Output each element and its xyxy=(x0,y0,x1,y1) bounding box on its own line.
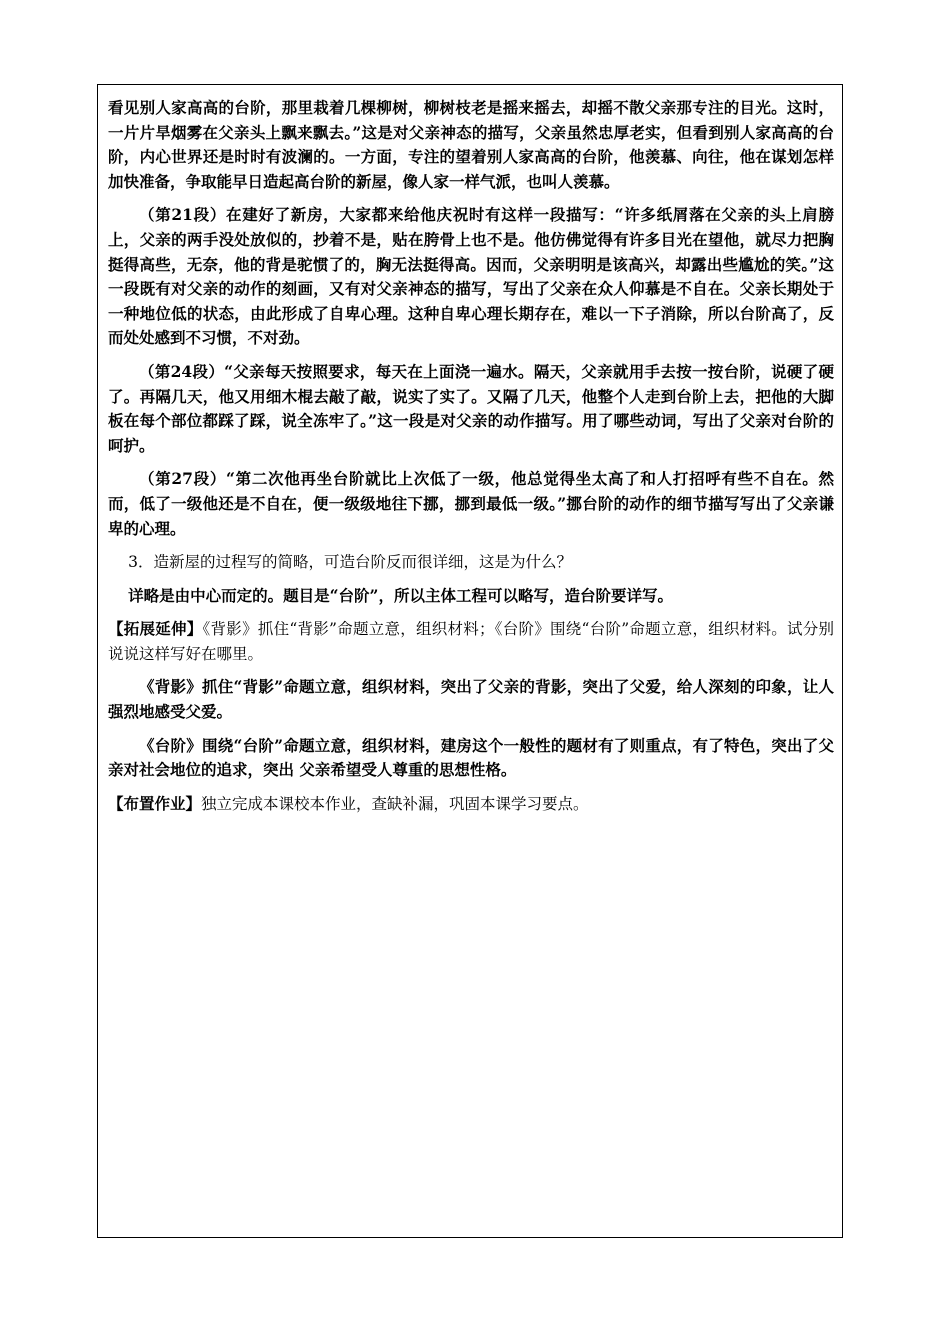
homework-tag: 【布置作业】 xyxy=(108,793,202,813)
homework-section xyxy=(108,792,834,817)
extension-answer-1: 《背影》抓住“背影”命题立意，组织材料，突出了父亲的背影，突出了父爱，给人深刻的印象，让人强烈地感受父爱。 xyxy=(108,677,834,722)
answer-3: 详略是由中心而定的。题目是“台阶”，所以主体工程可以略写，造台阶要详写。 xyxy=(128,585,673,605)
extension-question: 《背影》抓住“背影”命题立意，组织材料；《台阶》围绕“台阶”命题立意，组织材料。试分别说说这样写好在哪里。 xyxy=(108,620,834,663)
analysis-paragraph-21: （第21段）在建好了新房，大家都来给他庆祝时有这样一段描写：“许多纸屑落在父亲的头上肩膀上，父亲的两手没处放似的，抄着不是，贴在胯骨上也不是。他仿佛觉得有许多目光在望他，就尽力把胸挺得高些，无奈，他的背是驼惯了的，胸无法挺得高。因而，父亲明明是该高兴，却露出些尴尬的笑。”这一段既有对父亲的动作的刻画，又有对父亲神态的描写，写出了父亲在众人仰慕是不自在。父亲长期处于一种地位低的状态，由此形成了自卑心理。这种自卑心理长期存在，难以一下子消除，所以台阶高了，反而处处感到不习惯，不对劲。 xyxy=(108,205,834,348)
extension-tag: 【拓展延伸】 xyxy=(108,619,203,639)
extension-section xyxy=(108,617,834,666)
extension-answer-2: 《台阶》围绕“台阶”命题立意，组织材料，建房这个一般性的题材有了则重点，有了特色，突出了父亲对社会地位的追求，突出 父亲希望受人尊重的思想性格。 xyxy=(108,735,834,780)
question-3: 3．造新屋的过程写的简略，可造台阶反而很详细，这是为什么？ xyxy=(128,553,573,572)
analysis-paragraph-24: （第24段）“父亲每天按照要求，每天在上面浇一遍水。隔天，父亲就用手去按一按台阶，说硬了硬了。再隔几天，他又用细木棍去敲了敲，说实了实了。又隔了几天，他整个人走到台阶上去，把他的大脚板在每个部位都踩了踩，说全冻牢了。”这一段是对父亲的动作描写。用了哪些动词，写出了父亲对台阶的呵护。 xyxy=(108,361,834,455)
analysis-paragraph-1: 看见别人家高高的台阶，那里栽着几棵柳树，柳树枝老是摇来摇去，却摇不散父亲那专注的目光。这时，一片片旱烟雾在父亲头上飘来飘去。”这是对父亲神态的描写，父亲虽然忠厚老实，但看到别人家高高的台阶，内心世界还是时时有波澜的。一方面，专注的望着别人家高高的台阶，他羡慕、向往，他在谋划怎样加快准备，争取能早日造起高台阶的新屋，像人家一样气派，也叫人羡慕。 xyxy=(108,98,834,191)
analysis-paragraph-27: （第27段）“第二次他再坐台阶就比上次低了一级，他总觉得坐太高了和人打招呼有些不自在。然而，低了一级他还是不自在，便一级级地往下挪，挪到最低一级。”挪台阶的动作的细节描写写出了父亲谦卑的心理。 xyxy=(108,469,834,538)
document-body xyxy=(108,96,834,825)
homework-text: 独立完成本课校本作业，查缺补漏，巩固本课学习要点。 xyxy=(201,794,589,813)
